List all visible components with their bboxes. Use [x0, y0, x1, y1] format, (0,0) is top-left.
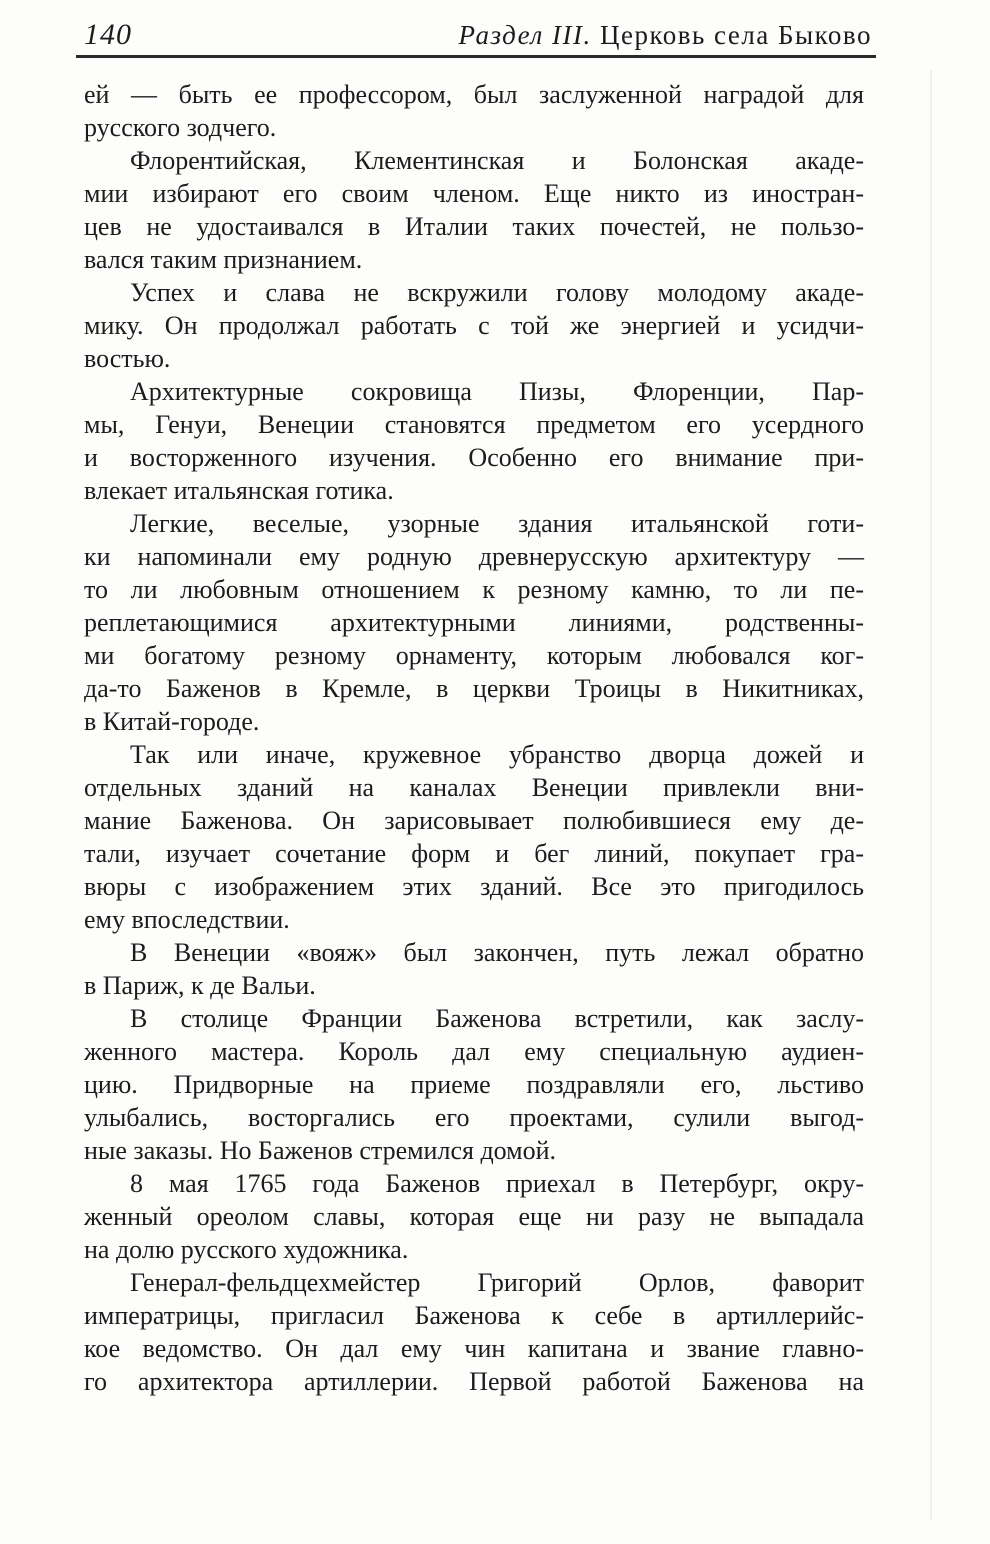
- text-line: ные заказы. Но Баженов стремился домой.: [84, 1136, 557, 1165]
- text-line: императрицы, пригласил Баженова к себе в артиллерийс-: [84, 1301, 864, 1330]
- text-line: реплетающимися архитектурными линиями, родственны-: [84, 608, 864, 637]
- text-line: кое ведомство. Он дал ему чин капитана и звание главно-: [84, 1334, 864, 1363]
- text-line: В столице Франции Баженова встретили, как заслу-: [130, 1004, 864, 1033]
- text-line: го архитектора артиллерии. Первой работой Баженова на: [84, 1367, 864, 1396]
- text-line: Генерал-фельдцехмейстер Григорий Орлов, фаворит: [130, 1268, 864, 1297]
- text-line: в Париж, к де Вальи.: [84, 971, 316, 1000]
- header-rule: [76, 55, 876, 58]
- text-line: Архитектурные сокровища Пизы, Флоренции, Пар-: [130, 377, 864, 406]
- text-line: вался таким признанием.: [84, 245, 363, 274]
- section-label: Раздел III.: [458, 20, 592, 50]
- text-line: мии избирают его своим членом. Еще никто из иностран-: [84, 179, 864, 208]
- text-line: мание Баженова. Он зарисовывает полюбившиеся ему де-: [84, 806, 864, 835]
- text-line: мику. Он продолжал работать с той же энергией и усидчи-: [84, 311, 864, 340]
- text-line: влекает итальянская готика.: [84, 476, 394, 505]
- text-line: вюры с изображением этих зданий. Все это пригодилось: [84, 872, 864, 901]
- text-line: 8 мая 1765 года Баженов приехал в Петербург, окру-: [130, 1169, 864, 1198]
- text-line: цию. Придворные на приеме поздравляли его, льстиво: [84, 1070, 864, 1099]
- text-line: востью.: [84, 344, 171, 373]
- text-line: ки напоминали ему родную древнерусскую архитектуру —: [84, 542, 864, 571]
- text-line: Так или иначе, кружевное убранство дворца дожей и: [130, 740, 864, 769]
- text-line: русского зодчего.: [84, 113, 277, 142]
- text-line: ему впоследствии.: [84, 905, 290, 934]
- text-line: тали, изучает сочетание форм и бег линий, покупает гра-: [84, 839, 864, 868]
- running-head-title: [459, 20, 872, 51]
- running-head: [84, 18, 872, 52]
- text-line: женный ореолом славы, которая еще ни разу не выпадала: [84, 1202, 864, 1231]
- text-line: цев не удостаивался в Италии таких почестей, не пользо-: [84, 212, 864, 241]
- scan-edge-artifact: [930, 70, 932, 1520]
- text-line: мы, Генуи, Венеции становятся предметом его усердного: [84, 410, 864, 439]
- text-line: отдельных зданий на каналах Венеции привлекли вни-: [84, 773, 864, 802]
- text-line: ей — быть ее профессором, был заслуженной наградой для: [84, 80, 864, 109]
- text-line: на долю русского художника.: [84, 1235, 409, 1264]
- text-line: Легкие, веселые, узорные здания итальянской готи-: [130, 509, 864, 538]
- text-line: ми богатому резному орнаменту, которым любовался ког-: [84, 641, 864, 670]
- text-line: Успех и слава не вскружили голову молодому акаде-: [130, 278, 864, 307]
- text-line: Флорентийская, Клементинская и Болонская акаде-: [130, 146, 864, 175]
- text-line: улыбались, восторгались его проектами, сулили выгод-: [84, 1103, 864, 1132]
- text-line: то ли любовным отношением к резному камню, то ли пе-: [84, 575, 864, 604]
- text-line: и восторженного изучения. Особенно его внимание при-: [84, 443, 864, 472]
- text-line: в Китай-городе.: [84, 707, 260, 736]
- page-number: 140: [84, 18, 132, 51]
- chapter-label: Церковь села Быково: [591, 20, 872, 50]
- text-line: да-то Баженов в Кремле, в церкви Троицы в Никитниках,: [84, 674, 864, 703]
- page-body-text: [84, 78, 864, 1398]
- text-line: женного мастера. Король дал ему специальную аудиен-: [84, 1037, 864, 1066]
- text-line: В Венеции «вояж» был закончен, путь лежал обратно: [130, 938, 864, 967]
